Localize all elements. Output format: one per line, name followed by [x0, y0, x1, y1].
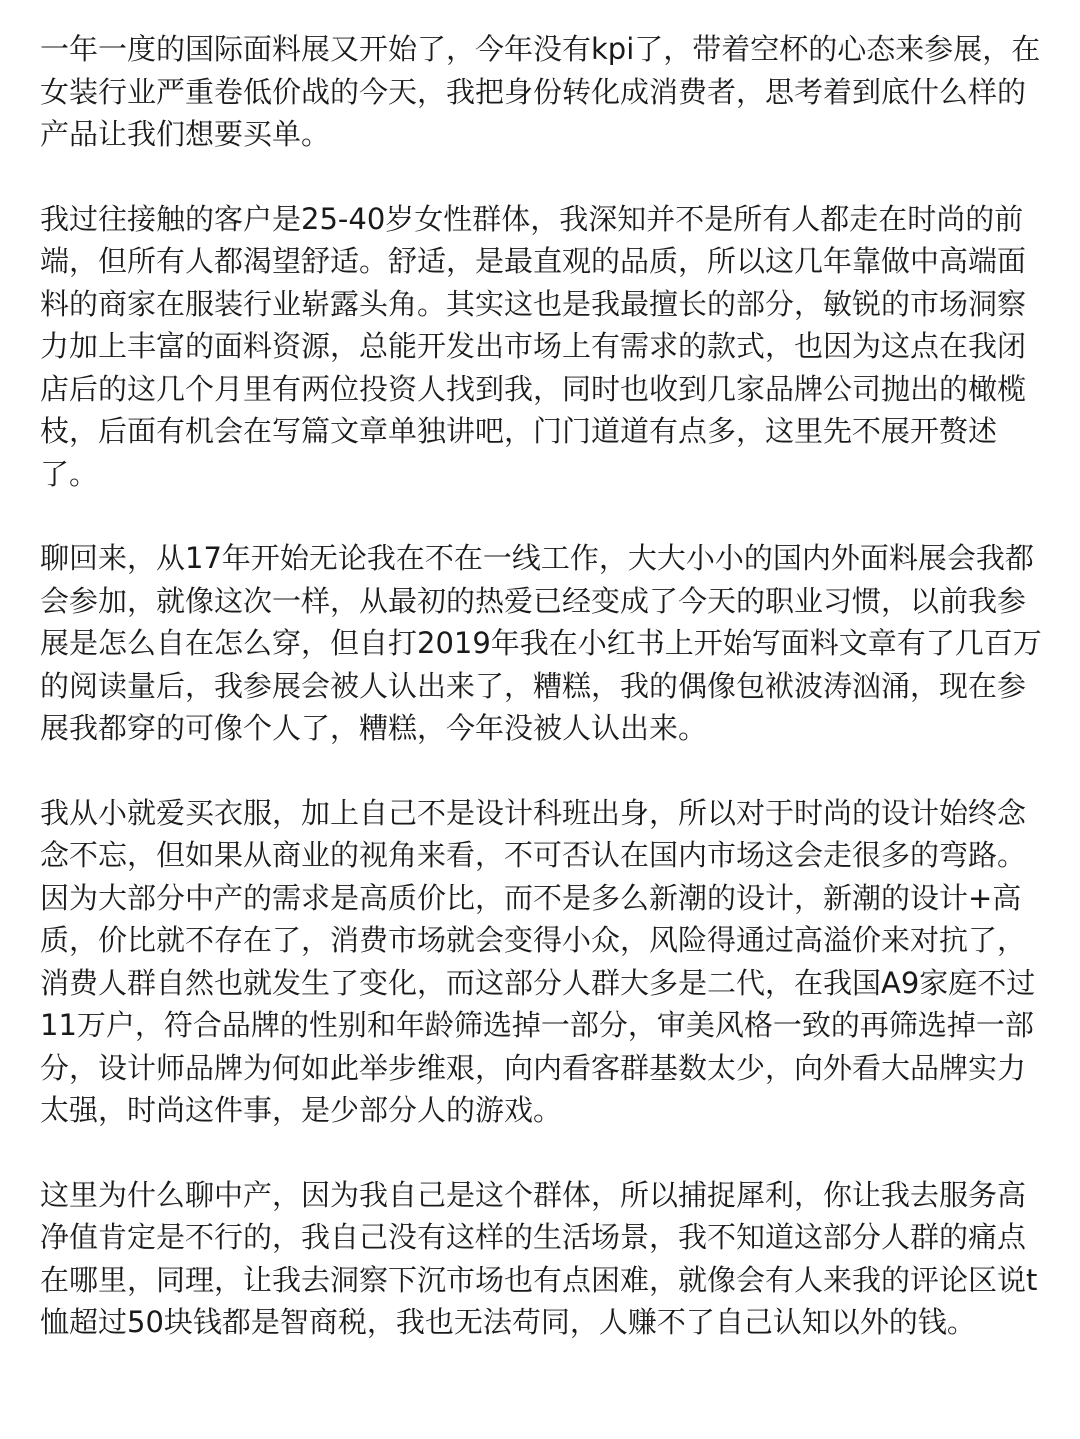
text-line: 女装行业严重卷低价战的今天，我把身份转化成消费者，思考着到底什么样的: [40, 74, 1027, 109]
text-line: 店后的这几个月里有两位投资人找到我，同时也收到几家品牌公司抛出的橄榄: [40, 371, 1027, 406]
text-line: 一年一度的国际面料展又开始了，今年没有kpi了，带着空杯的心态来参展，在: [40, 32, 1041, 66]
text-line: 的阅读量后，我参展会被人认出来了，糟糕，我的偶像包袱波涛汹涌，现在参: [40, 668, 1027, 703]
text-line: 因为大部分中产的需求是高质价比，而不是多么新潮的设计，新潮的设计+高: [40, 880, 1022, 915]
text-line: 展我都穿的可像个人了，糟糕，今年没被人认出来。: [40, 711, 708, 745]
paragraph-2: [40, 198, 1060, 496]
text-line: 恤超过50块钱都是智商税，我也无法苟同，人赚不了自己认知以外的钱。: [40, 1305, 976, 1339]
text-line: 在哪里，同理，让我去洞察下沉市场也有点困难，就像会有人来我的评论区说t: [40, 1262, 1038, 1297]
text-line: 质，价比就不存在了，消费市场就会变得小众，风险得通过高溢价来对抗了，: [40, 923, 1027, 957]
text-line: 聊回来，从17年开始无论我在不在一线工作，大大小小的国内外面料展会我都: [40, 541, 1034, 575]
text-line: 消费人群自然也就发生了变化，而这部分人群大多是二代，在我国A9家庭不过: [40, 965, 1036, 1000]
text-line: 产品让我们想要买单。: [40, 117, 331, 151]
paragraph-4: [40, 792, 1060, 1132]
text-line: 这里为什么聊中产，因为我自己是这个群体，所以捕捉犀利，你让我去服务高: [40, 1177, 1027, 1212]
text-line: 念不忘，但如果从商业的视角来看，不可否认在国内市场这会走很多的弯路。: [40, 838, 1027, 872]
text-line: 力加上丰富的面料资源，总能开发出市场上有需求的款式，也因为这点在我闭: [40, 329, 1027, 363]
text-line: 枝，后面有机会在写篇文章单独讲吧，门门道道有点多，这里先不展开赘述: [40, 414, 998, 448]
text-line: 分，设计师品牌为何如此举步维艰，向内看客群基数太少，向外看大品牌实力: [40, 1050, 1027, 1085]
text-line: 展是怎么自在怎么穿，但自打2019年我在小红书上开始写面料文章有了几百万: [40, 626, 1042, 660]
paragraph-1: [40, 28, 1060, 156]
paragraph-3: [40, 537, 1060, 750]
article-body: [40, 28, 1060, 1386]
text-line: 端，但所有人都渴望舒适。舒适，是最直观的品质，所以这几年靠做中高端面: [40, 244, 1027, 278]
text-line: 我从小就爱买衣服，加上自己不是设计科班出身，所以对于时尚的设计始终念: [40, 795, 1027, 830]
paragraph-5: [40, 1174, 1060, 1344]
text-line: 太强，时尚这件事，是少部分人的游戏。: [40, 1093, 563, 1127]
text-line: 料的商家在服装行业崭露头角。其实这也是我最擅长的部分，敏锐的市场洞察: [40, 286, 1027, 321]
text-line: 净值肯定是不行的，我自己没有这样的生活场景，我不知道这部分人群的痛点: [40, 1220, 1027, 1254]
text-line: 我过往接触的客户是25-40岁女性群体，我深知并不是所有人都走在时尚的前: [40, 201, 1024, 236]
text-line: 11万户，符合品牌的性别和年龄筛选掉一部分，审美风格一致的再筛选掉一部: [40, 1008, 1034, 1042]
text-line: 会参加，就像这次一样，从最初的热爱已经变成了今天的职业习惯，以前我参: [40, 583, 1027, 618]
text-line: 了。: [40, 456, 99, 491]
